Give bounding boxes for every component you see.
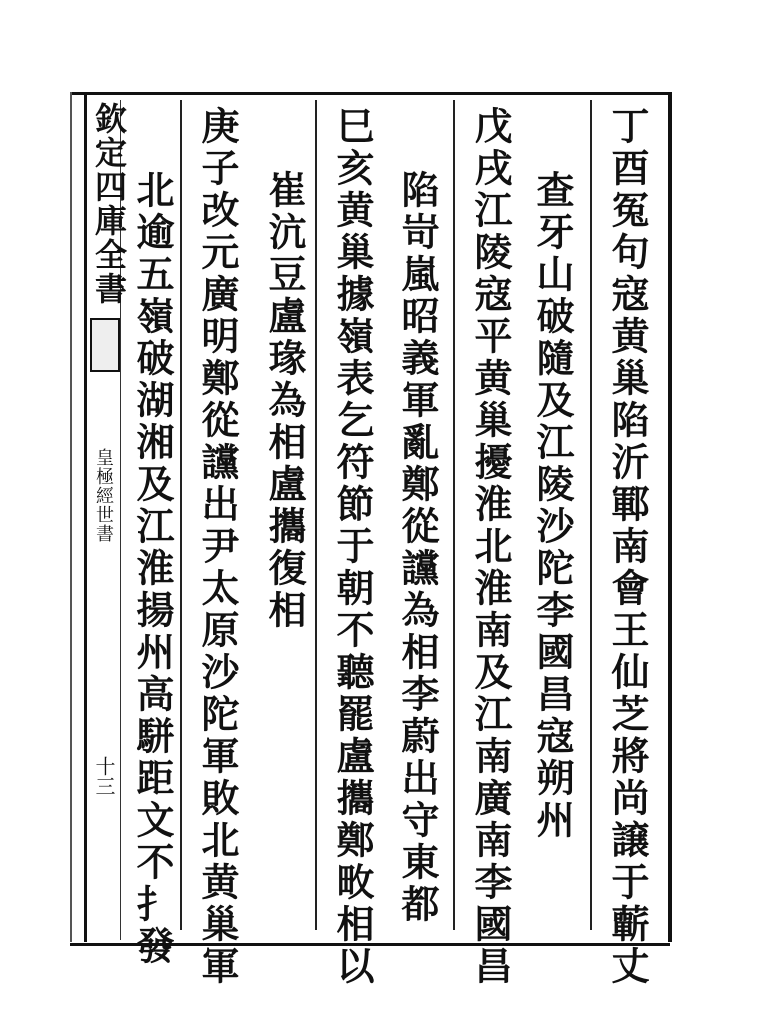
text-column-3: 戊戌江陵寇平黄巢擾淮北淮南及江南廣南李國昌: [468, 106, 513, 988]
text-column-6: 崔沆豆盧瑑為相盧攜復相: [262, 170, 307, 632]
text-column-8: 北逾五嶺破湖湘及江淮揚州高駢距文不扌發: [130, 170, 175, 968]
text-column-7: 庚子改元廣明鄭從讜出尹太原沙陀軍敗北黄巢軍: [195, 106, 240, 988]
frame-right-border: [668, 92, 672, 942]
column-rule: [590, 100, 592, 930]
text-column-4: 陷岢嵐昭義軍亂鄭從讜為相李蔚出守東都: [395, 170, 440, 926]
text-column-2: 查牙山破隨及江陵沙陀李國昌寇朔州: [530, 170, 575, 842]
column-rule: [180, 100, 182, 930]
text-column-1: 丁酉冤句寇黄巢陷沂鄆南會王仙芝將尚譲于蘄丈: [605, 106, 650, 988]
page-number: 十三: [92, 756, 116, 796]
book-title: 皇極經世書: [93, 448, 114, 543]
fishtail-mark: [90, 318, 120, 372]
text-column-5: 巳亥黄巢據嶺表乞符節于朝不聽罷盧攜鄭畋相以: [330, 106, 375, 988]
column-rule: [453, 100, 455, 930]
column-rule: [315, 100, 317, 930]
collection-title: 欽定四庫全書: [90, 102, 128, 306]
